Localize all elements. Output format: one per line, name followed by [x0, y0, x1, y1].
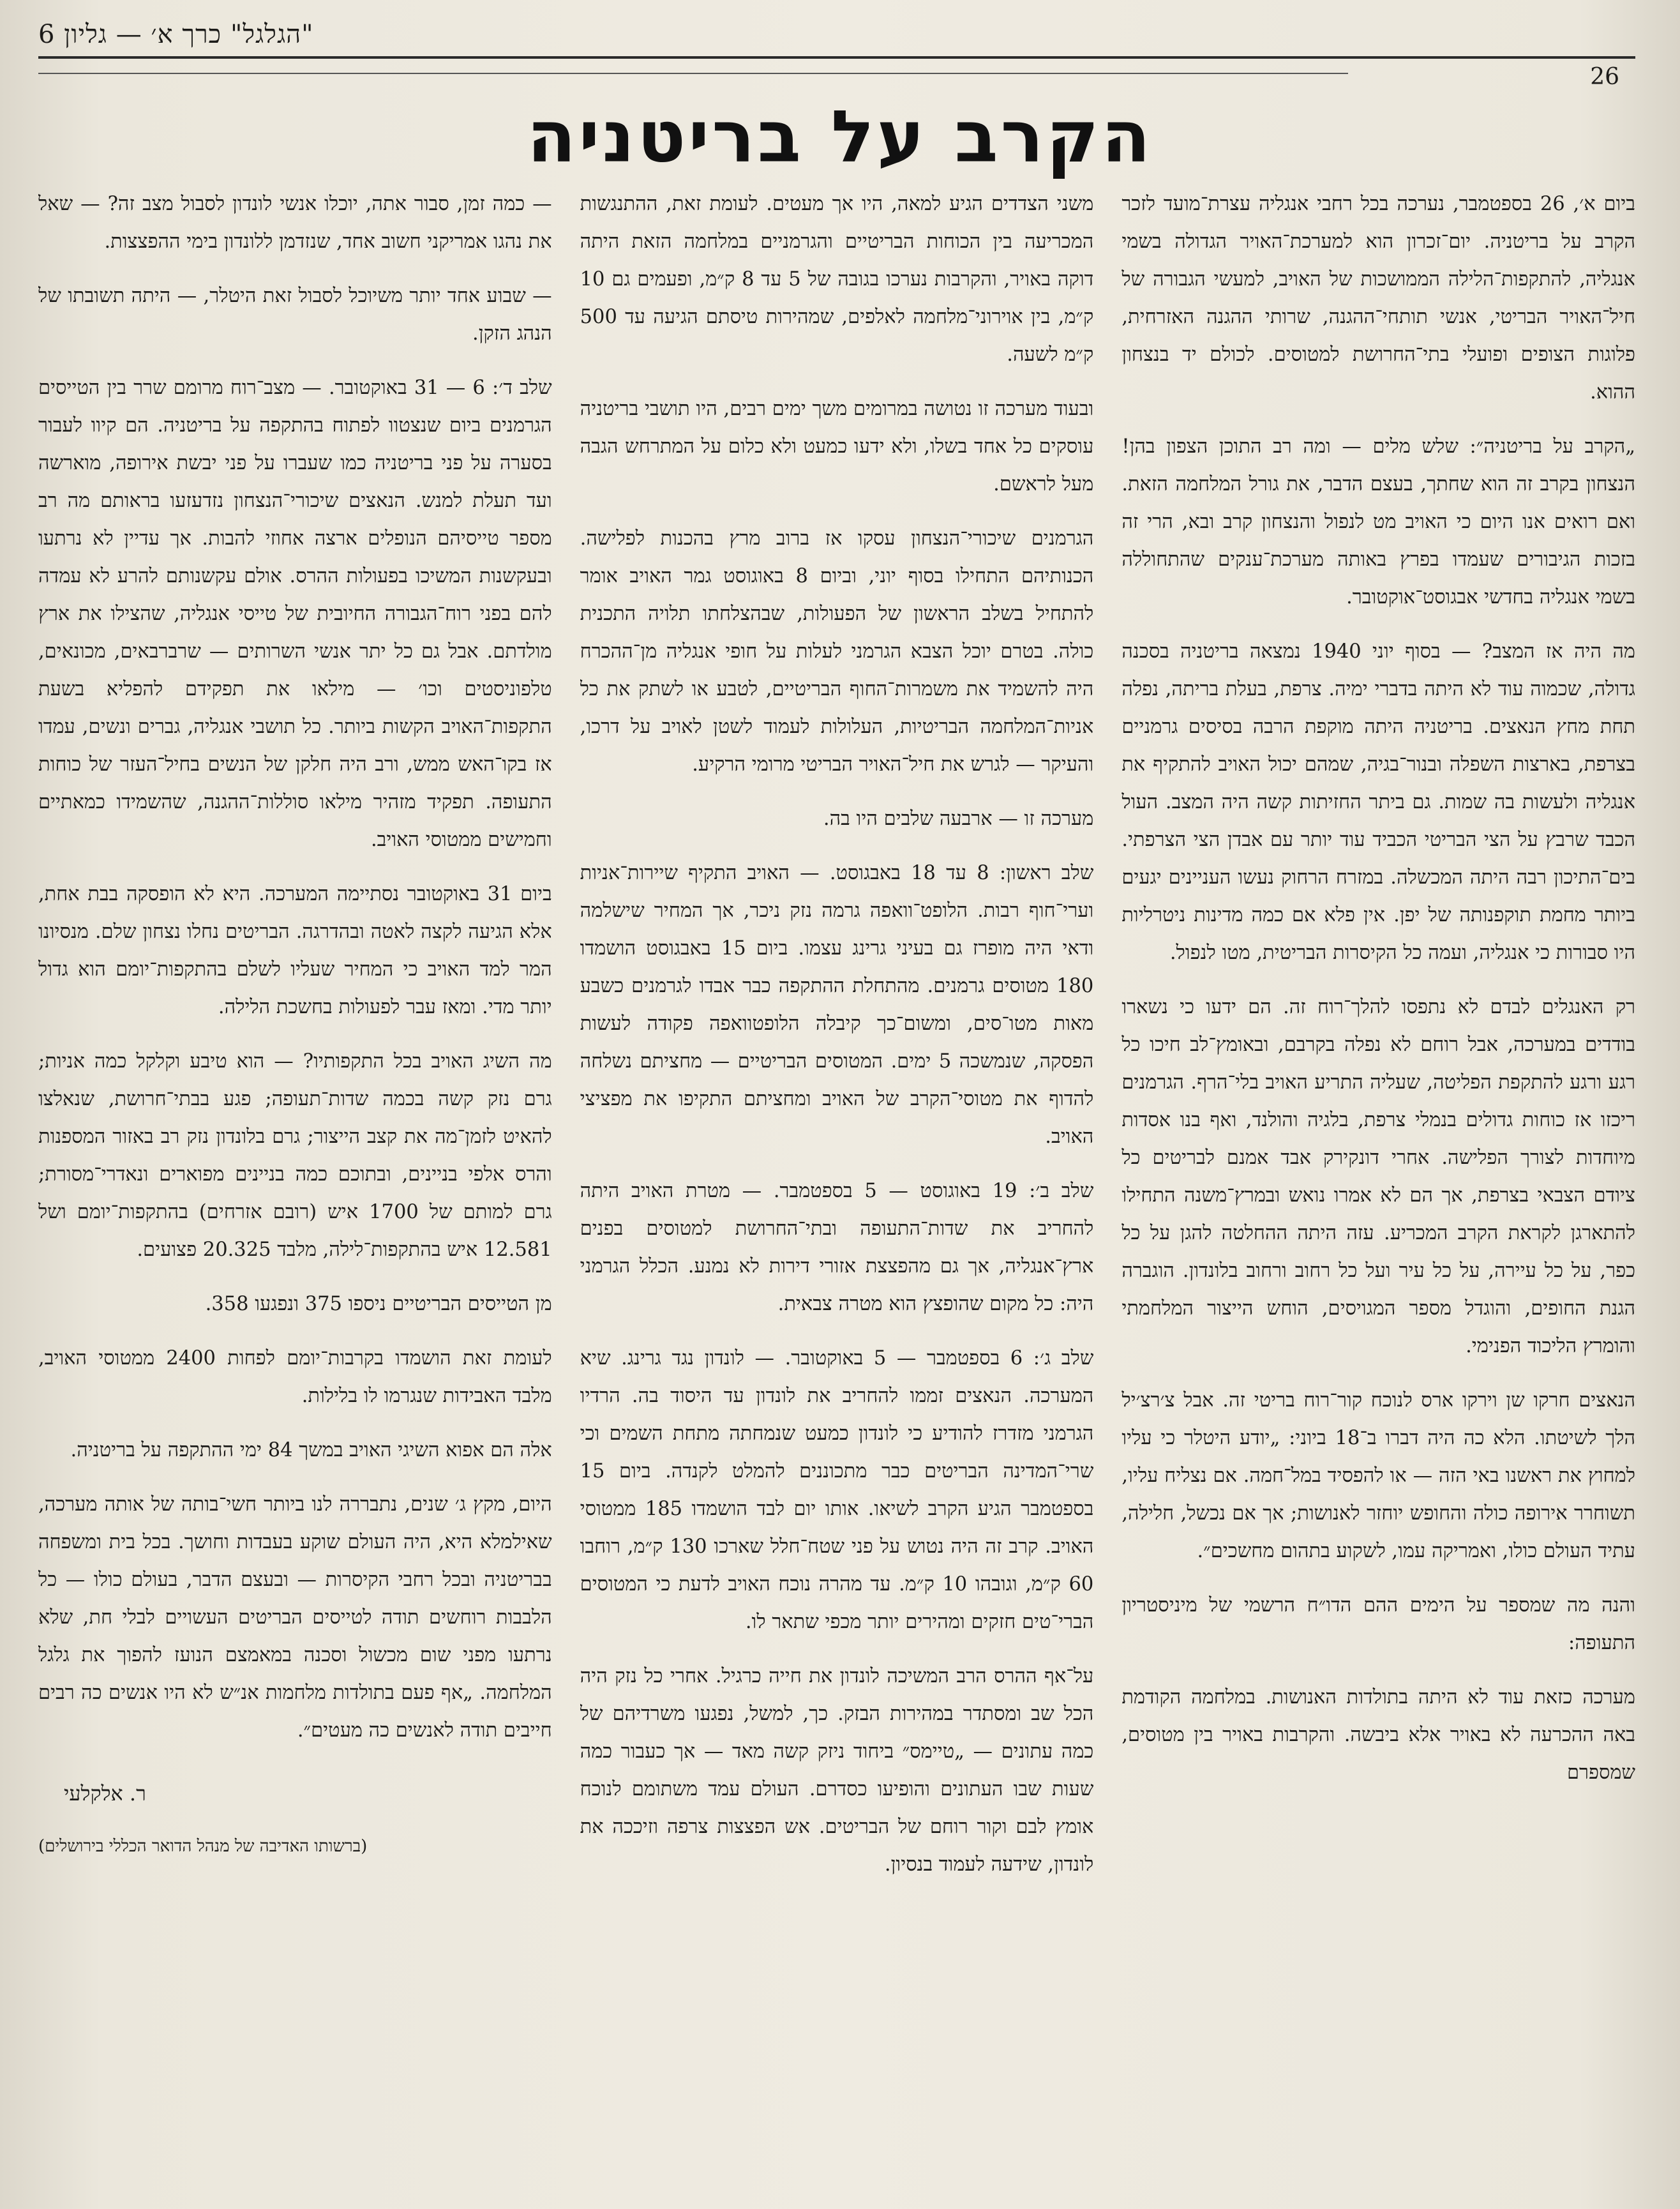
article-title: הקרב על בריטניה — [527, 96, 1153, 179]
paragraph: שלב ג׳: 6 בספטמבר — 5 באוקטובר. — לונדון נגד גרינג. שיא המערכה. הנאצים זממו להחריב את לונדון עד היסוד בה. הרדיו הגרמני מזדרז להודיע כי לונדון כמעט שנמחתה מתחת השמים וכי שרי־המדינה הבריטים כבר מתכוננים להמלט לקנדה. ביום 15 בספטמבר הגיע הקרב לשיאו. אותו יום לבד הושמדו 185 ממטוסי האויב. קרב זה היה נטוש על פני שטח־חלל שארכו 130 ק״מ, רוחבו 60 ק״מ, וגובהו 10 ק״מ. עד מהרה נוכח האויב לדעת כי המטוסים הברי־טים חזקים ומהירים יותר מכפי שתאר לו. — [580, 1347, 1094, 1633]
column-3-paragraphs — [38, 185, 552, 1749]
article-columns — [38, 185, 1635, 2139]
column-1 — [1121, 185, 1635, 2139]
paragraph: ובעוד מערכה זו נטושה במרומים משך ימים רבים, היו תושבי בריטניה עוסקים כל אחד בשלו, ולא ידעו כמעט ולא כלום על המתרחש הגבה מעל לראשם. — [580, 398, 1094, 495]
paragraph: מערכה זו — ארבעה שלבים היו בה. — [823, 808, 1094, 830]
author-signature: ר. אלקלעי — [63, 1781, 146, 1806]
image-credit: (ברשותו האדיבה של מנהל הדואר הכללי בירושלים) — [38, 1837, 368, 1856]
paragraph: שלב ב׳: 19 באוגוסט — 5 בספטמבר. — מטרת האויב היתה להחריב את שדות־התעופה ובתי־החרושת למטוסים בפנים ארץ־אנגליה, אך גם מהפצצת אזורי דירות לא נמנע. הכלל הגרמני היה: כל מקום שהופצץ הוא מטרה צבאית. — [580, 1180, 1094, 1315]
paragraph: היום, מקץ ג׳ שנים, נתבררה לנו ביותר חשי־בותה של אותה מערכה, שאילמלא היא, היה העולם שוקע בעבדות וחושך. בכל בית ומשפחה בבריטניה ובכל רחבי הקיסרות — ובעצם הדבר, בעולם כולו — כל הלבבות רוחשים תודה לטייסים הבריטים העשויים לבלי חת, שלא נרתעו מפני שום מכשול וסכנה במאמצם הנועז להפוך את גלגל המלחמה. „אף פעם בתולדות מלחמות אנ״ש לא היו אנשים כה רבים חייבים תודה לאנשים כה מעטים״. — [38, 1493, 552, 1742]
paragraph: ביום 31 באוקטובר נסתיימה המערכה. היא לא הופסקה בבת אחת, אלא הגיעה לקצה לאטה ובהדרגה. הבריטים נחלו נצחון שלם. מנסיונו המר למד האויב כי המחיר שעליו לשלם בהתקפות־יומם הוא גדול יותר מדי. ומאז עבר לפעולות בחשכת הלילה. — [38, 883, 552, 1018]
paragraph: אלה הם אפוא השיגי האויב במשך 84 ימי ההתקפה על בריטניה. — [70, 1439, 552, 1461]
paragraph: שלב ד׳: 6 — 31 באוקטובר. — מצב־רוח מרומם שרר בין הטייסים הגרמנים ביום שנצטוו לפתוח בהתקפה על בריטניה. הם קיוו לעבור בסערה על פני בריטניה כמו שעברו על פני יבשת אירופה, מוארשה ועד תעלת למנש. הנאצים שיכורי־הנצחון נזדעזעו בראותם מה רב מספר טייסיהם הנופלים ארצה אחוזי להבות. אך עדיין לא נרתעו ובעקשנות המשיכו בפעולות ההרס. אולם עקשנותם להרע לא עמדה להם בפני רוח־הגבורה החיובית של טייסי אנגליה, שהצילו את ארץ מולדתם. אבל גם כל יתר אנשי השרותים — שרברבאים, מכונאים, טלפוניסטים וכו׳ — מילאו את תפקידם להפליא בשעת התקפות־האויב הקשות ביותר. כל תושבי אנגליה, גברים ונשים, עמדו אז בקו־האש ממש, ורב היה חלקן של הנשים בחיל־העזר של כוחות התעופה. תפקיד מזהיר מילאו סוללות־ההגנה, שהשמידו כמאתיים וחמישים ממטוסי האויב. — [38, 377, 552, 851]
paragraph: ביום א׳, 26 בספטמבר, נערכה בכל רחבי אנגליה עצרת־מועד לזכר הקרב על בריטניה. יום־זכרון הוא למערכת־האויר הגדולה בשמי אנגליה, להתקפות־הלילה הממושכות של האויב, למעשי הגבורה של חיל־האויר הבריטי, אנשי תותחי־ההגנה, שרותי ההגנה האזרחית, פלוגות הצופים ופועלי בתי־החרושת למטוסים. לכולם יד בנצחון ההוא. — [1121, 193, 1635, 403]
paragraph: משני הצדדים הגיע למאה, היו אך מעטים. לעומת זאת, ההתנגשות המכריעה בין הכוחות הבריטיים והגרמניים במלחמה הזאת היתה דוקה באויר, והקרבות נערכו בגובה של 5 עד 8 ק״מ, ופעמים גם 10 ק״מ, בין אוירוני־מלחמה לאלפים, שמהירות טיסתם הגיעה עד 500 ק״מ לשעה. — [580, 193, 1094, 366]
column-3 — [38, 185, 552, 2139]
paragraph: „הקרב על בריטניה״: שלש מלים — ומה רב התוכן הצפון בהן! הנצחון בקרב זה הוא שחתך, בעצם הדבר, את גורל המלחמה הזאת. ואם רואים אנו היום כי האויב מט לנפול והנצחון קרב ובא, הרי זה בזכות הגיבורים שעמדו בפרץ באותה מערכת־ענקים שהתחוללה בשמי אנגליה בחדשי אבגוסט־אוקטובר. — [1121, 435, 1635, 608]
paragraph: שלב ראשון: 8 עד 18 באבגוסט. — האויב התקיף שיירות־אניות וערי־חוף רבות. הלופט־וואפה גרמה נזק ניכר, אך המחיר שישלמה ודאי היה מופרז גם בעיני גרינג עצמו. ביום 15 באבגוסט הושמדו 180 מטוסים גרמנים. מהתחלת ההתקפה כבר אבדו לגרמנים כשבע מאות מטו־סים, ומשום־כך קיבלה הלופטוואפה פקודה לעשות הפסקה, שנמשכה 5 ימים. המטוסים הבריטיים — מחציתם נשלחה להדוף את מטוסי־הקרב של האויב ומחציתם התקיפו את מפציצי האויב. — [580, 862, 1094, 1148]
page-header — [38, 11, 1635, 56]
page-number: 26 — [1590, 64, 1619, 90]
paragraph: מה היה אז המצב? — בסוף יוני 1940 נמצאה בריטניה בסכנה גדולה, שכמוה עוד לא היתה בדברי ימיה. צרפת, בעלת בריתה, נפלה תחת מחץ הנאצים. בריטניה היתה מוקפת הרבה בסיסים גרמניים בצרפת, בארצות השפלה ובנור־בגיה, שמהם יכול האויב להתקיף את אנגליה ולעשות בה שמות. גם ביתר החזיתות קשה היה המצב. העול הכבד שרבץ על הצי הבריטי הכביד עוד יותר עם אבדן הצי הצרפתי. בים־התיכון רבה היתה המכשלה. במזרח הרחוק נעשו העניינים יגעים ביותר מחמת תוקפנותה של יפן. אין פלא אם כמה מדינות ניטרליות היו סבורות כי אנגליה, ועמה כל הקיסרות הבריטית, מטו לנפול. — [1121, 640, 1635, 964]
paragraph: לעומת זאת הושמדו בקרבות־יומם לפחות 2400 ממטוסי האויב, מלבד האבידות שנגרמו לו בלילות. — [38, 1347, 552, 1407]
column-2 — [580, 185, 1094, 2139]
paragraph: מערכה כזאת עוד לא היתה בתולדות האנושות. במלחמה הקודמת באה ההכרעה לא באויר אלא ביבשה. והקרבות באויר בין מטוסים, שמספרם — [1121, 1686, 1635, 1784]
paragraph: — כמה זמן, סבור אתה, יוכלו אנשי לונדון לסבול מצב זה? — שאל את נהגו אמריקני חשוב אחד, שנזדמן ללונדון בימי ההפצצות. — [38, 193, 552, 253]
header-rule — [38, 56, 1635, 59]
header-thin-rule — [38, 73, 1348, 74]
paragraph: מה השיג האויב בכל התקפותיו? — הוא טיבע וקלקל כמה אניות; גרם נזק קשה בכמה שדות־תעופה; פגע בבתי־חרושת, שנאלצו להאיט לזמן־מה את קצב הייצור; גרם בלונדון נזק רב באזור המספנות והרס אלפי בניינים, ובתוכם כמה בניינים מפוארים ונאדרי־מסורת; גרם למותם של 1700 איש (רובם אזרחים) בהתקפות־יומם ושל 12.581 איש בהתקפות־לילה, מלבד 20.325 פצועים. — [38, 1050, 552, 1261]
paragraph: הנאצים חרקו שן וירקו ארס לנוכח קור־רוח בריטי זה. אבל צ׳רצ׳יל הלך לשיטתו. הלא כה היה דברו ב־18 ביוני: „יודע היטלר כי עליו למחוץ את ראשנו באי הזה — או להפסיד במל־חמה. אם נצליח עליו, תשוחרר אירופה כולה והחופש יוחזר לאנושות; אך אם נכשל, חלילה, עתיד העולם כולו, ואמריקה עמו, לשקוע בתהום מחשכים״. — [1121, 1389, 1635, 1562]
paragraph: על־אף ההרס הרב המשיכה לונדון את חייה כרגיל. אחרי כל נזק היה הכל שב ומסתדר במהירות הבזק. כך, למשל, נפגעו משרדיהם של כמה עתונים — „טיימס״ ביחוד ניזק קשה מאד — אך כעבור כמה שעות שבו העתונים והופיעו כסדרם. העולם עמד משתומם לנוכח אומץ לבם וקור רוחם של הבריטים. אש הפצצות צרפה וזיככה את לונדון, שידעה לעמוד בנסיון. — [580, 1665, 1094, 1876]
paragraph: — שבוע אחד יותר משיוכל לסבול זאת היטלר, — היתה תשובתו של הנהג הזקן. — [38, 285, 552, 345]
paragraph: הגרמנים שיכורי־הנצחון עסקו אז ברוב מרץ בהכנות לפלישה. הכנותיהם התחילו בסוף יוני, וביום 8 באוגוסט גמר האויב אומר להתחיל בשלב הראשון של הפעולות, שבהצלחתו תלויה התכנית כולה. בטרם יוכל הצבא הגרמני לעלות על חופי אנגליה מן־ההכרח היה להשמיד את משמרות־החוף הבריטיים, לטבע או לשתק את כל אניות־המלחמה הבריטיות, העלולות לעמוד לשטן לאויב על דרכו, והעיקר — לגרש את חיל־האויר הבריטי מרומי הרקיע. — [580, 527, 1094, 776]
paragraph: והנה מה שמספר על הימים ההם הדו״ח הרשמי של מיניסטריון התעופה: — [1121, 1594, 1635, 1654]
paragraph: רק האנגלים לבדם לא נתפסו להלך־רוח זה. הם ידעו כי נשארו בודדים במערכה, אבל רוחם לא נפלה בקרבם, ובאומץ־לב חיכו כל רגע ורגע להתקפת הפליטה, שעליה התריע האויב בלי־הרף. הגרמנים ריכזו אז כוחות גדולים בנמלי צרפת, בלגיה והולנד, ואף בנו אסדות מיוחדות לצורך הפלישה. אחרי דונקירק אבד אמנם לבריטים כל ציודם הצבאי בצרפת, אך הם לא אמרו נואש ובמרץ־משנה התחילו להתארגן לקראת הקרב המכריע. עזה היתה ההחלטה להגן על כל כפר, על כל עיירה, על כל עיר ועל כל רחוב ורחוב בלונדון. הוגברה הגנת החופים, והוגדל מספר המגויסים, הוחש הייצור המלחמתי והומרץ הליכוד הפנימי. — [1121, 996, 1635, 1357]
publication-header: "הגלגל" כרך א׳ — גליון 6 — [38, 19, 314, 49]
paragraph: מן הטייסים הבריטיים ניספו 375 ונפגעו 358. — [205, 1293, 552, 1315]
